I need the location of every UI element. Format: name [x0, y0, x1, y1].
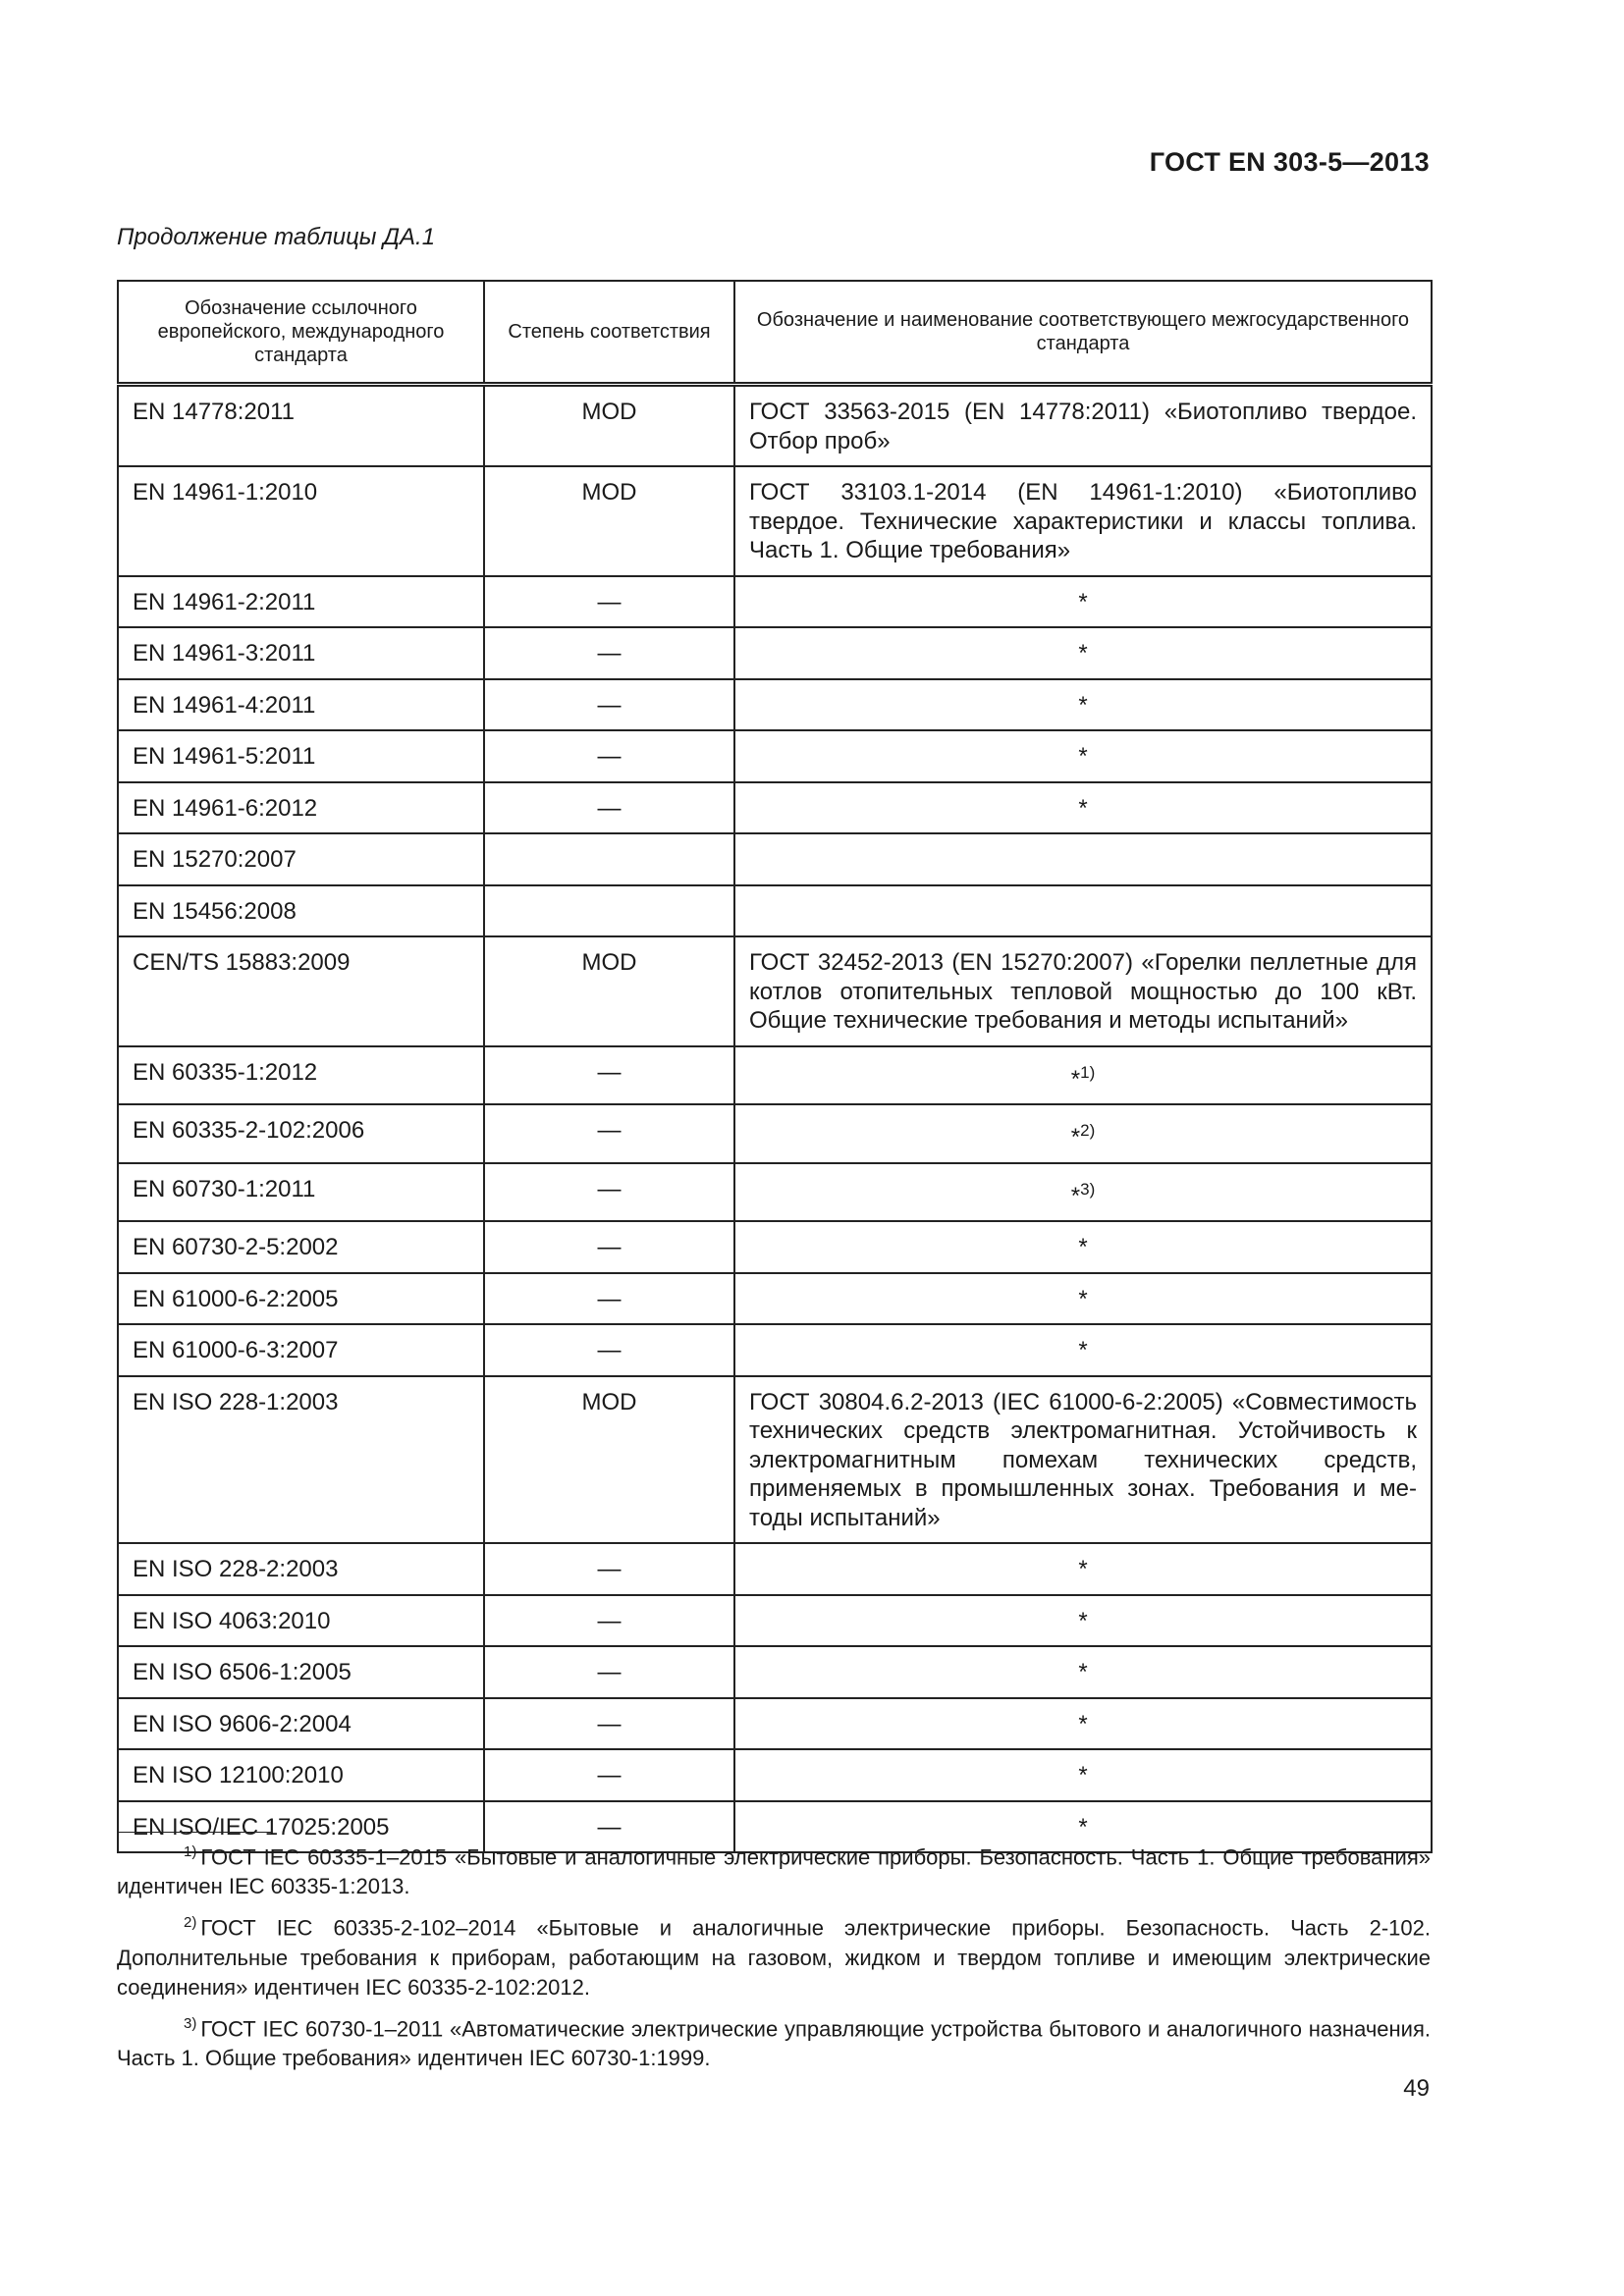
standard-text: ГОСТ 33103.1-2014 (EN 14961-1:2010) «Биотопливо твердое. Технические характеристики и классы топлива. Часть 1. Общие требования» [749, 479, 1417, 563]
ref-standard-cell: EN ISO 6506-1:2005 [118, 1646, 484, 1698]
document-id: ГОСТ EN 303-5—2013 [1149, 147, 1430, 177]
table-row [118, 1595, 1432, 1647]
standard-text: ГОСТ 33563-2015 (EN 14778:2011) «Биотопливо твердое. Отбор проб» [749, 399, 1417, 454]
footnote [117, 1908, 1431, 2002]
degree-cell: — [484, 1543, 734, 1595]
table-row [118, 936, 1432, 1046]
table-row [118, 1046, 1432, 1105]
standard-text: * [1078, 1234, 1088, 1260]
ref-standard-cell: EN 15456:2008 [118, 885, 484, 937]
degree-cell: — [484, 782, 734, 834]
table-row [118, 833, 1432, 885]
ref-standard-cell: EN 60335-1:2012 [118, 1046, 484, 1105]
degree-cell: MOD [484, 1376, 734, 1544]
table-row [118, 1221, 1432, 1273]
degree-cell: — [484, 1801, 734, 1853]
footnote-mark: 3) [184, 2014, 197, 2032]
table-row [118, 782, 1432, 834]
ref-standard-cell: EN 60730-2-5:2002 [118, 1221, 484, 1273]
ref-standard-cell: EN 14961-5:2011 [118, 730, 484, 782]
table-row [118, 1324, 1432, 1376]
ref-standard-cell: EN 14961-6:2012 [118, 782, 484, 834]
footnote-ref: 3) [1080, 1179, 1096, 1199]
interstate-standard-cell [734, 576, 1432, 628]
interstate-standard-cell [734, 936, 1432, 1046]
table-row [118, 1698, 1432, 1750]
ref-standard-cell: EN ISO 228-1:2003 [118, 1376, 484, 1544]
standard-text: * [1078, 588, 1088, 615]
ref-standard-cell: EN 61000-6-3:2007 [118, 1324, 484, 1376]
standard-text: * [1070, 1065, 1081, 1093]
degree-cell: MOD [484, 385, 734, 467]
standard-text: * [1078, 1710, 1088, 1737]
ref-standard-cell: EN 14961-3:2011 [118, 627, 484, 679]
interstate-standard-cell [734, 1543, 1432, 1595]
table-row [118, 385, 1432, 467]
interstate-standard-cell [734, 1221, 1432, 1273]
interstate-standard-cell [734, 730, 1432, 782]
degree-cell [484, 885, 734, 937]
degree-cell: — [484, 1273, 734, 1325]
footnote-text: ГОСТ IEC 60335-1–2015 «Бытовые и аналогичные электрические приборы. Безопасность. Часть 1. Общие требования» идентичен IEC 60335-1:2013. [117, 1844, 1431, 1899]
table-row [118, 576, 1432, 628]
table-row [118, 730, 1432, 782]
ref-standard-cell: EN 14961-1:2010 [118, 466, 484, 576]
interstate-standard-cell [734, 1376, 1432, 1544]
interstate-standard-cell [734, 1698, 1432, 1750]
ref-standard-cell: EN 14961-2:2011 [118, 576, 484, 628]
degree-cell: — [484, 1698, 734, 1750]
standard-text: * [1070, 1182, 1081, 1209]
interstate-standard-cell [734, 679, 1432, 731]
ref-standard-cell: EN ISO 9606-2:2004 [118, 1698, 484, 1750]
table-row [118, 466, 1432, 576]
standard-text: ГОСТ 30804.6.2-2013 (IEC 61000-6-2:2005) «Совместимость технических средств электромагнитная. Устойчивость к электромагнитным помехам технических средств, применяемых в промышленных зонах. Требования и методы испытаний» [749, 1388, 1417, 1531]
ref-standard-cell: EN ISO 12100:2010 [118, 1749, 484, 1801]
ref-standard-cell: EN ISO 4063:2010 [118, 1595, 484, 1647]
standard-text: * [1078, 1762, 1088, 1789]
degree-cell: — [484, 1104, 734, 1163]
standard-text: * [1078, 1556, 1088, 1582]
degree-cell: — [484, 1646, 734, 1698]
table-body [118, 385, 1432, 1853]
interstate-standard-cell [734, 1273, 1432, 1325]
ref-standard-cell: EN 60730-1:2011 [118, 1163, 484, 1222]
ref-standard-cell: CEN/TS 15883:2009 [118, 936, 484, 1046]
footnote-mark: 1) [184, 1843, 197, 1860]
interstate-standard-cell [734, 1324, 1432, 1376]
ref-standard-cell: EN 14961-4:2011 [118, 679, 484, 731]
standard-text: * [1078, 1337, 1088, 1363]
interstate-standard-cell [734, 1046, 1432, 1105]
table-row [118, 1163, 1432, 1222]
standard-text: * [1078, 1813, 1088, 1841]
table-row [118, 1543, 1432, 1595]
degree-cell [484, 833, 734, 885]
interstate-standard-cell [734, 1163, 1432, 1222]
footnote-text: ГОСТ IEC 60730-1–2011 «Автоматические электрические управляющие устройства бытового и аналогичного назначения. Часть 1. Общие требования» идентичен IEC 60730-1:1999. [117, 2015, 1431, 2070]
table-row [118, 679, 1432, 731]
degree-cell: MOD [484, 936, 734, 1046]
table-caption: Продолжение таблицы ДА.1 [117, 224, 436, 250]
table-row [118, 1646, 1432, 1698]
standard-text: * [1078, 743, 1088, 770]
header-ref-standard: Обозначение ссылочного европейского, международного стандарта [118, 281, 484, 385]
degree-cell: — [484, 1046, 734, 1105]
table-row [118, 1273, 1432, 1325]
interstate-standard-cell [734, 885, 1432, 937]
ref-standard-cell: EN 15270:2007 [118, 833, 484, 885]
interstate-standard-cell [734, 385, 1432, 467]
interstate-standard-cell [734, 833, 1432, 885]
ref-standard-cell: EN 60335-2-102:2006 [118, 1104, 484, 1163]
degree-cell: — [484, 1595, 734, 1647]
degree-cell: — [484, 1324, 734, 1376]
footnote-ref: 2) [1080, 1121, 1096, 1140]
page-number: 49 [1403, 2075, 1430, 2102]
standard-text: * [1078, 1607, 1088, 1634]
footnote-text: ГОСТ IEC 60335-2-102–2014 «Бытовые и аналогичные электрические приборы. Безопасность. Часть 2-102. Дополнительные требования к приборам, работающим на газовом, жидком и твердом топливе и имеющим электрические соединения» идентичен IEC 60335-2-102:2012. [117, 1915, 1431, 2000]
standard-text: * [1078, 640, 1088, 667]
degree-cell: MOD [484, 466, 734, 576]
header-degree: Степень соответствия [484, 281, 734, 385]
interstate-standard-cell [734, 466, 1432, 576]
standard-text: * [1078, 794, 1088, 822]
footnotes [117, 1838, 1431, 2080]
interstate-standard-cell [734, 782, 1432, 834]
degree-cell: — [484, 1221, 734, 1273]
standard-text: * [1078, 691, 1088, 719]
table-row [118, 1749, 1432, 1801]
degree-cell: — [484, 627, 734, 679]
standard-text: * [1078, 1659, 1088, 1685]
footnote [117, 2009, 1431, 2073]
standard-text: * [1070, 1124, 1081, 1150]
header-interstate-standard: Обозначение и наименование соответствующего межгосударственного стандарта [734, 281, 1432, 385]
table-row [118, 1104, 1432, 1163]
standards-table [117, 280, 1433, 1853]
standard-text: * [1078, 1285, 1088, 1312]
footnote-mark: 2) [184, 1914, 197, 1932]
degree-cell: — [484, 1749, 734, 1801]
standards-table-container [117, 280, 1431, 1853]
interstate-standard-cell [734, 627, 1432, 679]
degree-cell: — [484, 576, 734, 628]
table-row [118, 627, 1432, 679]
degree-cell: — [484, 679, 734, 731]
degree-cell: — [484, 1163, 734, 1222]
table-header-row [118, 281, 1432, 385]
table-row [118, 885, 1432, 937]
footnote-ref: 1) [1080, 1062, 1096, 1082]
degree-cell: — [484, 730, 734, 782]
footnote [117, 1838, 1431, 1901]
table-row [118, 1376, 1432, 1544]
standard-text: ГОСТ 32452-2013 (EN 15270:2007) «Горелки пеллетные для котлов отопительных тепловой мощностью до 100 кВт. Общие технические требования и методы испытаний» [749, 949, 1417, 1034]
interstate-standard-cell [734, 1595, 1432, 1647]
ref-standard-cell: EN ISO 228-2:2003 [118, 1543, 484, 1595]
ref-standard-cell: EN 61000-6-2:2005 [118, 1273, 484, 1325]
interstate-standard-cell [734, 1104, 1432, 1163]
interstate-standard-cell [734, 1646, 1432, 1698]
interstate-standard-cell [734, 1749, 1432, 1801]
ref-standard-cell: EN ISO/IEC 17025:2005 [118, 1801, 484, 1853]
ref-standard-cell: EN 14778:2011 [118, 385, 484, 467]
footnote-divider [117, 1832, 272, 1833]
